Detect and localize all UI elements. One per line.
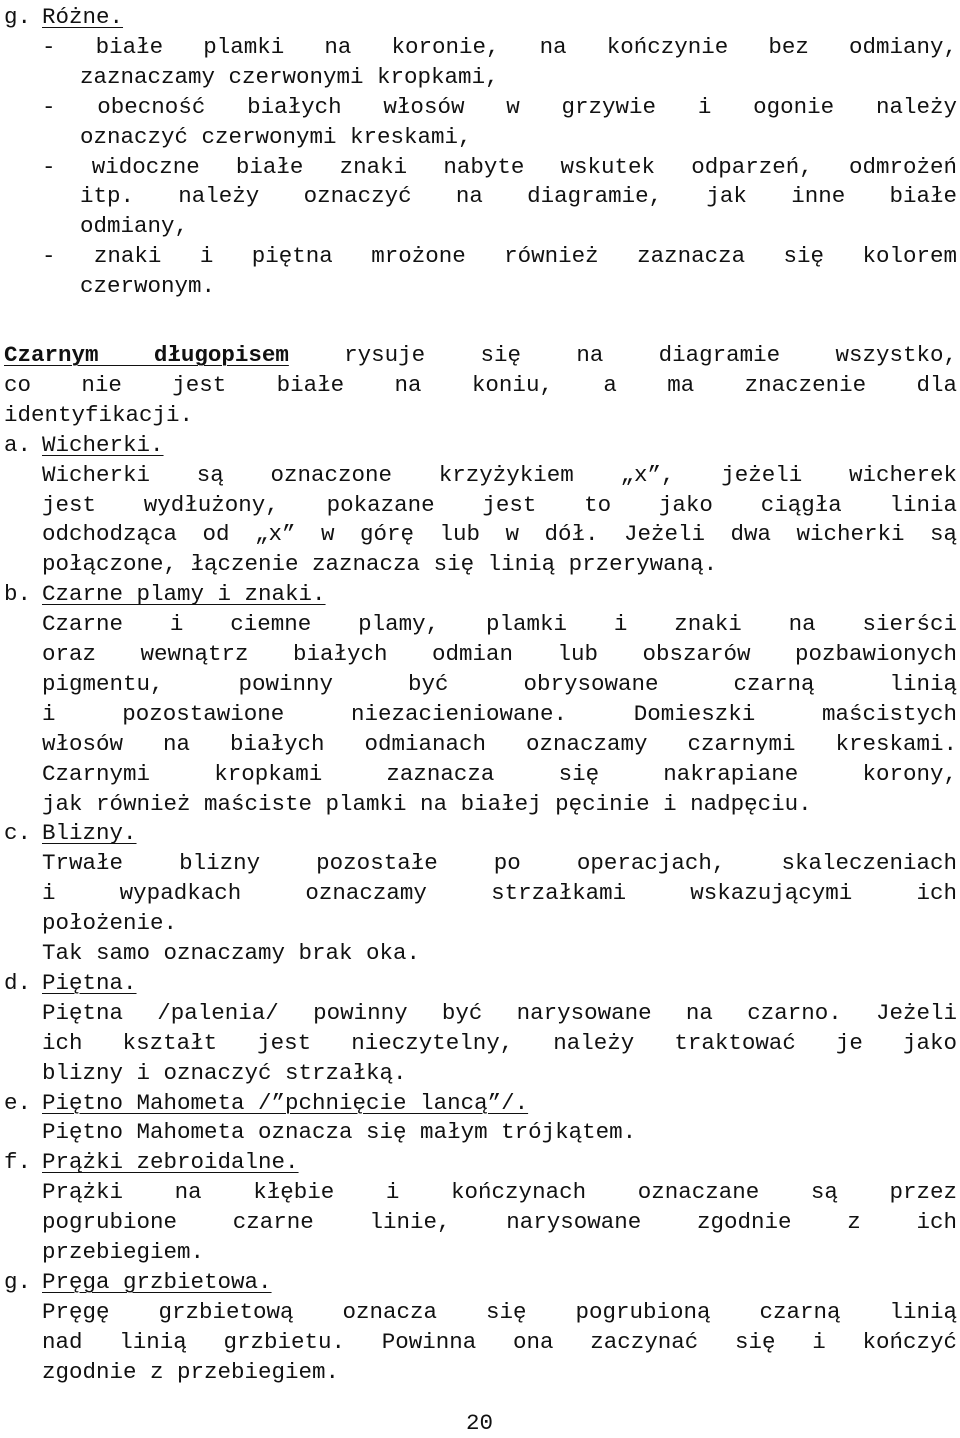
section-body-line: połączone, łączenie zaznacza się linią przerywaną. — [42, 551, 718, 578]
section-marker: a. — [4, 431, 32, 458]
section-body-line: jak również maściste plamki na białej pęcinie i nadpęciu. — [42, 790, 812, 817]
section-body-line: Prążki na kłębie i kończynach oznaczane są przez — [42, 1179, 957, 1206]
bullet-line: czerwonym. — [80, 273, 216, 300]
bullet-line: zaznaczamy czerwonymi kropkami, — [80, 63, 499, 90]
section-title: Wicherki. — [42, 431, 164, 458]
paragraph-text: rysuje się na diagramie wszystko, — [344, 342, 957, 368]
section-title: Piętno Mahometa /”pchnięcie lancą”/. — [42, 1089, 529, 1116]
bullet-line: itp. należy oznaczyć na diagramie, jak inne białe — [80, 183, 957, 210]
section-body-line: Trwałe blizny pozostałe po operacjach, skaleczeniach — [42, 850, 957, 877]
section-body-line: Wicherki są oznaczone krzyżykiem „x”, jeżeli wicherek — [42, 461, 957, 488]
page-number: 20 — [466, 1410, 494, 1436]
section-body-line: włosów na białych odmianach oznaczamy czarnymi kreskami. — [42, 730, 957, 757]
section-marker: b. — [4, 581, 32, 608]
section-title: Pręga grzbietowa. — [42, 1268, 272, 1295]
section-body-line: blizny i oznaczyć strzałką. — [42, 1059, 407, 1086]
bullet-line: - białe plamki na koronie, na kończynie bez odmiany, — [42, 33, 957, 60]
bullet-line: odmiany, — [80, 213, 189, 240]
section-body-line: Pręgę grzbietową oznacza się pogrubioną czarną linią — [42, 1298, 957, 1325]
section-body-line: Piętno Mahometa oznacza się małym trójkątem. — [42, 1119, 637, 1146]
section-title: Piętna. — [42, 969, 137, 996]
section-body-line: Czarnymi kropkami zaznacza się nakrapiane korony, — [42, 760, 957, 787]
section-title: Różne. — [42, 4, 124, 30]
section-body-line: Piętna /palenia/ powinny być narysowane na czarno. Jeżeli — [42, 999, 957, 1026]
section-marker: d. — [4, 969, 32, 996]
section-marker: e. — [4, 1089, 32, 1116]
section-body-line: nad linią grzbietu. Powinna ona zaczynać się i kończyć — [42, 1328, 957, 1355]
section-body-line: oraz wewnątrz białych odmian lub obszarów pozbawionych — [42, 641, 957, 667]
section-title: Prążki zebroidalne. — [42, 1149, 299, 1176]
section-title: Czarne plamy i znaki. — [42, 581, 326, 608]
bullet-line: - obecność białych włosów w grzywie i ogonie należy — [42, 93, 957, 120]
section-marker: f. — [4, 1149, 32, 1176]
section-body-line: pigmentu, powinny być obrysowane czarną linią — [42, 670, 957, 697]
section-marker: c. — [4, 820, 32, 847]
section-body-line: odchodząca od „x” w górę lub w dół. Jeżeli dwa wicherki są — [42, 521, 957, 548]
black-pen-paragraph-line — [4, 340, 957, 370]
section-body-line: zgodnie z przebiegiem. — [42, 1358, 340, 1385]
section-body-line: położenie. — [42, 910, 178, 937]
section-body-line: Czarne i ciemne plamy, plamki i znaki na sierści — [42, 611, 957, 638]
bullet-line: oznaczyć czerwonymi kreskami, — [80, 123, 472, 150]
section-body-line: i pozostawione niezacieniowane. Domieszki maścistych — [42, 700, 957, 727]
section-marker: g. — [4, 1268, 32, 1295]
bold-lead: Czarnym długopisem — [4, 342, 289, 368]
paragraph-line: co nie jest białe na koniu, a ma znaczenie dla — [4, 371, 957, 398]
section-body-line: i wypadkach oznaczamy strzałkami wskazującymi ich — [42, 880, 957, 907]
section-body-line: Tak samo oznaczamy brak oka. — [42, 940, 421, 966]
paragraph-line: identyfikacji. — [4, 401, 194, 428]
section-body-line: ich kształt jest nieczytelny, należy traktować je jako — [42, 1029, 957, 1056]
section-marker: g. — [4, 4, 32, 30]
section-title: Blizny. — [42, 820, 137, 847]
bullet-line: - znaki i piętna mrożone również zaznacza się kolorem — [42, 243, 957, 270]
section-body-line: pogrubione czarne linie, narysowane zgodnie z ich — [42, 1209, 957, 1236]
bullet-line: - widoczne białe znaki nabyte wskutek odparzeń, odmrożeń — [42, 153, 957, 180]
section-body-line: przebiegiem. — [42, 1239, 205, 1265]
section-body-line: jest wydłużony, pokazane jest to jako ciągła linia — [42, 491, 957, 518]
